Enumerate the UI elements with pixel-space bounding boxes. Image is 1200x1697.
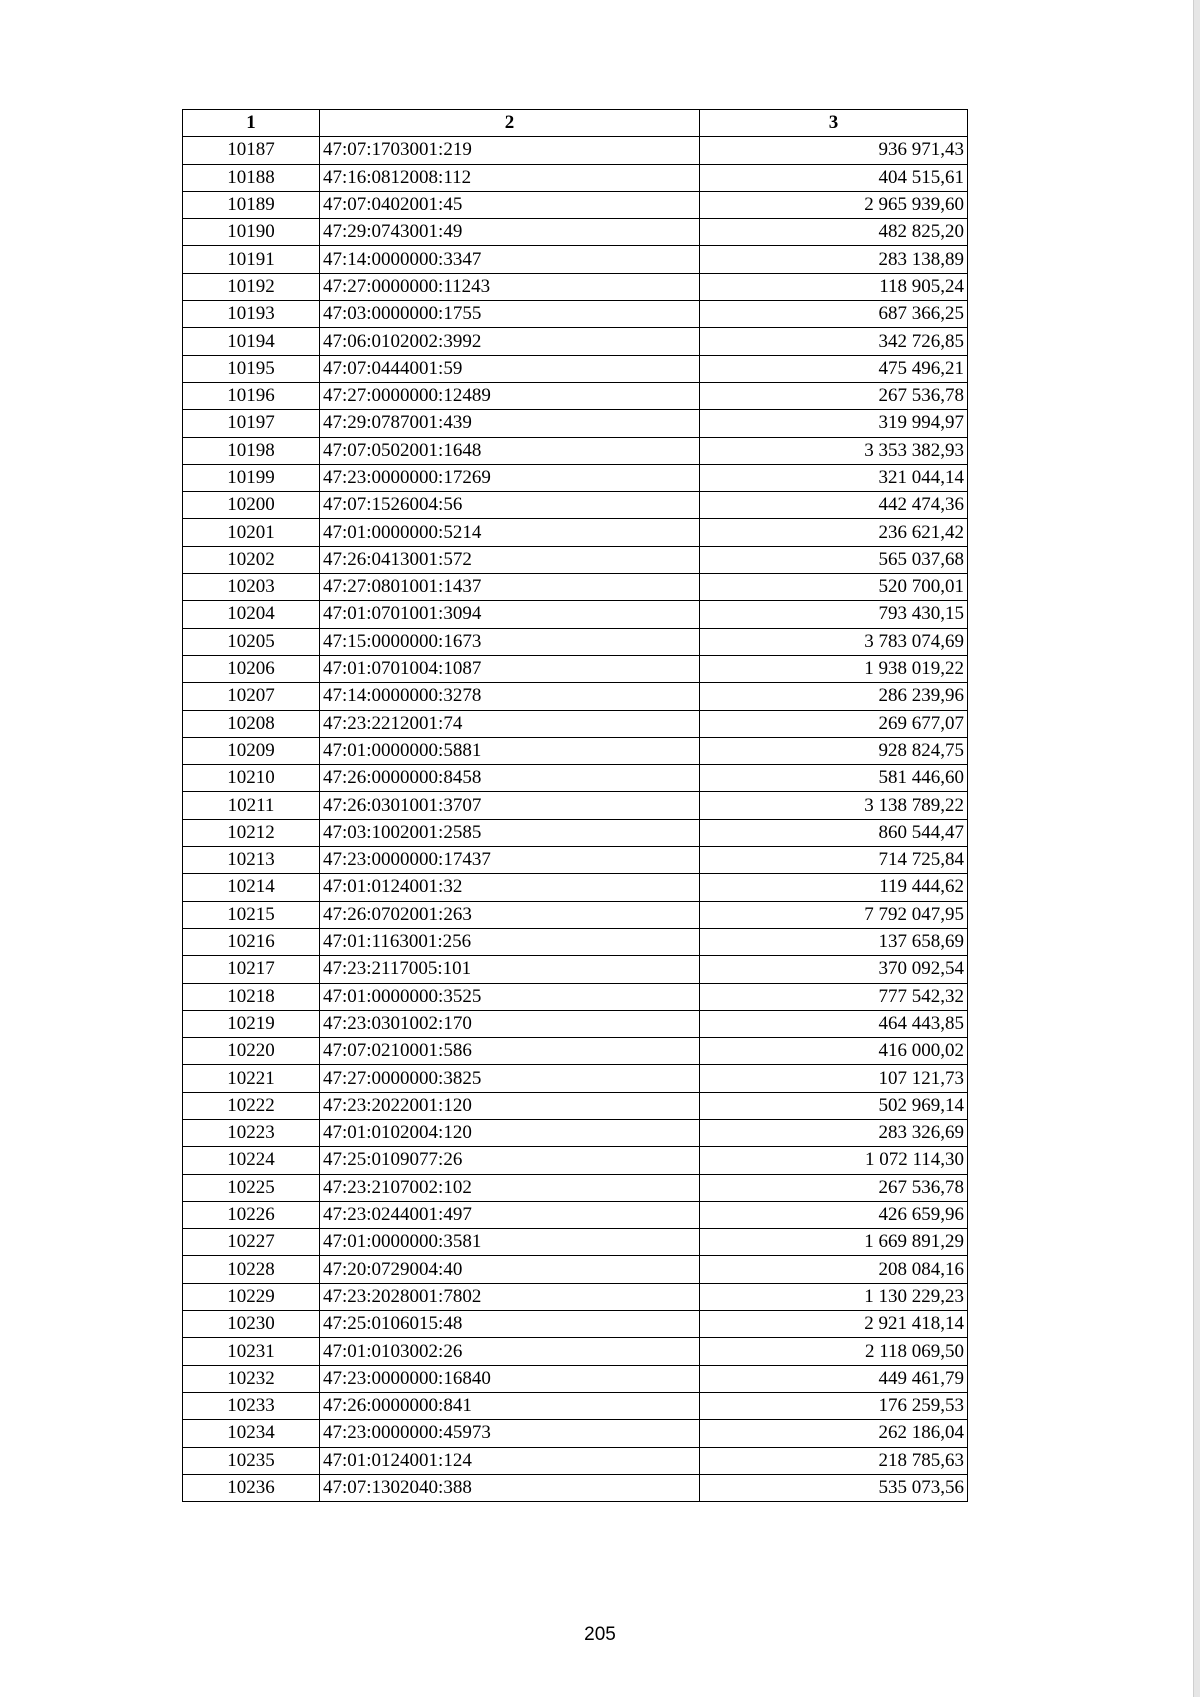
cadastral-number-cell: 47:23:2107002:102 <box>320 1174 700 1201</box>
cadastral-number-cell: 47:29:0743001:49 <box>320 219 700 246</box>
row-number-cell: 10202 <box>183 546 320 573</box>
value-cell: 3 353 382,93 <box>700 437 968 464</box>
table-row <box>183 546 968 573</box>
value-cell: 1 669 891,29 <box>700 1229 968 1256</box>
row-number-cell: 10220 <box>183 1038 320 1065</box>
cadastral-number-cell: 47:01:0000000:5881 <box>320 737 700 764</box>
value-cell: 119 444,62 <box>700 874 968 901</box>
row-number-cell: 10196 <box>183 382 320 409</box>
row-number-cell: 10218 <box>183 983 320 1010</box>
value-cell: 464 443,85 <box>700 1010 968 1037</box>
value-cell: 262 186,04 <box>700 1420 968 1447</box>
row-number-cell: 10226 <box>183 1201 320 1228</box>
row-number-cell: 10236 <box>183 1474 320 1501</box>
row-number-cell: 10214 <box>183 874 320 901</box>
row-number-cell: 10197 <box>183 410 320 437</box>
cadastral-number-cell: 47:15:0000000:1673 <box>320 628 700 655</box>
table-row <box>183 1365 968 1392</box>
cadastral-number-cell: 47:03:0000000:1755 <box>320 301 700 328</box>
value-cell: 449 461,79 <box>700 1365 968 1392</box>
value-cell: 426 659,96 <box>700 1201 968 1228</box>
value-cell: 502 969,14 <box>700 1092 968 1119</box>
table-row <box>183 1038 968 1065</box>
row-number-cell: 10211 <box>183 792 320 819</box>
table-row <box>183 410 968 437</box>
row-number-cell: 10212 <box>183 819 320 846</box>
row-number-cell: 10198 <box>183 437 320 464</box>
cadastral-number-cell: 47:07:1526004:56 <box>320 492 700 519</box>
cadastral-number-cell: 47:26:0702001:263 <box>320 901 700 928</box>
page-number: 205 <box>584 1624 616 1645</box>
cadastral-number-cell: 47:23:2022001:120 <box>320 1092 700 1119</box>
value-cell: 3 138 789,22 <box>700 792 968 819</box>
table-row <box>183 710 968 737</box>
value-cell: 208 084,16 <box>700 1256 968 1283</box>
cadastral-number-cell: 47:01:0701004:1087 <box>320 655 700 682</box>
row-number-cell: 10194 <box>183 328 320 355</box>
cadastral-number-cell: 47:14:0000000:3278 <box>320 683 700 710</box>
row-number-cell: 10204 <box>183 601 320 628</box>
value-cell: 118 905,24 <box>700 273 968 300</box>
cadastral-number-cell: 47:26:0301001:3707 <box>320 792 700 819</box>
table-row <box>183 601 968 628</box>
row-number-cell: 10187 <box>183 137 320 164</box>
table-row <box>183 1311 968 1338</box>
cadastral-number-cell: 47:14:0000000:3347 <box>320 246 700 273</box>
row-number-cell: 10210 <box>183 765 320 792</box>
table-row <box>183 137 968 164</box>
value-cell: 286 239,96 <box>700 683 968 710</box>
table-row <box>183 519 968 546</box>
row-number-cell: 10221 <box>183 1065 320 1092</box>
cadastral-number-cell: 47:25:0109077:26 <box>320 1147 700 1174</box>
cadastral-number-cell: 47:23:0301002:170 <box>320 1010 700 1037</box>
row-number-cell: 10195 <box>183 355 320 382</box>
table-row <box>183 683 968 710</box>
value-cell: 860 544,47 <box>700 819 968 846</box>
table-row <box>183 1092 968 1119</box>
cadastral-number-cell: 47:26:0000000:841 <box>320 1392 700 1419</box>
row-number-cell: 10224 <box>183 1147 320 1174</box>
table-row <box>183 928 968 955</box>
value-cell: 1 072 114,30 <box>700 1147 968 1174</box>
row-number-cell: 10188 <box>183 164 320 191</box>
value-cell: 267 536,78 <box>700 1174 968 1201</box>
data-table <box>182 109 968 1502</box>
row-number-cell: 10227 <box>183 1229 320 1256</box>
row-number-cell: 10219 <box>183 1010 320 1037</box>
cadastral-number-cell: 47:01:0000000:5214 <box>320 519 700 546</box>
table-row <box>183 246 968 273</box>
row-number-cell: 10192 <box>183 273 320 300</box>
header-cell-2: 2 <box>320 110 700 137</box>
value-cell: 218 785,63 <box>700 1447 968 1474</box>
table-row <box>183 1229 968 1256</box>
row-number-cell: 10189 <box>183 191 320 218</box>
cadastral-number-cell: 47:01:0102004:120 <box>320 1119 700 1146</box>
table-row <box>183 464 968 491</box>
value-cell: 1 938 019,22 <box>700 655 968 682</box>
value-cell: 416 000,02 <box>700 1038 968 1065</box>
table-row <box>183 382 968 409</box>
row-number-cell: 10234 <box>183 1420 320 1447</box>
table-header <box>183 110 968 137</box>
table-row <box>183 328 968 355</box>
cadastral-number-cell: 47:07:1302040:388 <box>320 1474 700 1501</box>
header-cell-1: 1 <box>183 110 320 137</box>
table-row <box>183 792 968 819</box>
row-number-cell: 10206 <box>183 655 320 682</box>
cadastral-number-cell: 47:23:0000000:45973 <box>320 1420 700 1447</box>
cadastral-number-cell: 47:27:0801001:1437 <box>320 574 700 601</box>
value-cell: 793 430,15 <box>700 601 968 628</box>
cadastral-number-cell: 47:23:2117005:101 <box>320 956 700 983</box>
row-number-cell: 10190 <box>183 219 320 246</box>
cadastral-number-cell: 47:03:1002001:2585 <box>320 819 700 846</box>
table-row <box>183 1392 968 1419</box>
table-row <box>183 628 968 655</box>
table-row <box>183 765 968 792</box>
cadastral-number-cell: 47:01:0103002:26 <box>320 1338 700 1365</box>
value-cell: 7 792 047,95 <box>700 901 968 928</box>
table-row <box>183 737 968 764</box>
cadastral-number-cell: 47:27:0000000:12489 <box>320 382 700 409</box>
row-number-cell: 10233 <box>183 1392 320 1419</box>
row-number-cell: 10225 <box>183 1174 320 1201</box>
row-number-cell: 10205 <box>183 628 320 655</box>
cadastral-number-cell: 47:23:2028001:7802 <box>320 1283 700 1310</box>
table-row <box>183 1474 968 1501</box>
row-number-cell: 10222 <box>183 1092 320 1119</box>
table-row <box>183 956 968 983</box>
table-body <box>183 137 968 1502</box>
cadastral-number-cell: 47:23:0000000:17437 <box>320 847 700 874</box>
table-row <box>183 1420 968 1447</box>
value-cell: 342 726,85 <box>700 328 968 355</box>
row-number-cell: 10232 <box>183 1365 320 1392</box>
table-row <box>183 191 968 218</box>
cadastral-number-cell: 47:23:0244001:497 <box>320 1201 700 1228</box>
table-row <box>183 874 968 901</box>
row-number-cell: 10200 <box>183 492 320 519</box>
value-cell: 442 474,36 <box>700 492 968 519</box>
value-cell: 777 542,32 <box>700 983 968 1010</box>
table-row <box>183 901 968 928</box>
row-number-cell: 10217 <box>183 956 320 983</box>
table-row <box>183 1065 968 1092</box>
cadastral-number-cell: 47:01:0000000:3581 <box>320 1229 700 1256</box>
table-row <box>183 1256 968 1283</box>
value-cell: 2 118 069,50 <box>700 1338 968 1365</box>
value-cell: 321 044,14 <box>700 464 968 491</box>
value-cell: 370 092,54 <box>700 956 968 983</box>
row-number-cell: 10191 <box>183 246 320 273</box>
value-cell: 1 130 229,23 <box>700 1283 968 1310</box>
row-number-cell: 10207 <box>183 683 320 710</box>
cadastral-number-cell: 47:07:0402001:45 <box>320 191 700 218</box>
table-row <box>183 355 968 382</box>
table-row <box>183 983 968 1010</box>
row-number-cell: 10213 <box>183 847 320 874</box>
page-edge <box>1193 0 1200 1697</box>
value-cell: 714 725,84 <box>700 847 968 874</box>
row-number-cell: 10209 <box>183 737 320 764</box>
row-number-cell: 10201 <box>183 519 320 546</box>
value-cell: 269 677,07 <box>700 710 968 737</box>
table-row <box>183 574 968 601</box>
value-cell: 482 825,20 <box>700 219 968 246</box>
value-cell: 236 621,42 <box>700 519 968 546</box>
row-number-cell: 10228 <box>183 1256 320 1283</box>
cadastral-number-cell: 47:26:0000000:8458 <box>320 765 700 792</box>
cadastral-number-cell: 47:23:2212001:74 <box>320 710 700 737</box>
cadastral-number-cell: 47:07:1703001:219 <box>320 137 700 164</box>
value-cell: 535 073,56 <box>700 1474 968 1501</box>
value-cell: 267 536,78 <box>700 382 968 409</box>
row-number-cell: 10216 <box>183 928 320 955</box>
table-row <box>183 437 968 464</box>
cadastral-number-cell: 47:06:0102002:3992 <box>320 328 700 355</box>
table-row <box>183 1174 968 1201</box>
cadastral-number-cell: 47:16:0812008:112 <box>320 164 700 191</box>
table-row <box>183 1447 968 1474</box>
row-number-cell: 10199 <box>183 464 320 491</box>
cadastral-number-cell: 47:07:0210001:586 <box>320 1038 700 1065</box>
table-row <box>183 219 968 246</box>
row-number-cell: 10203 <box>183 574 320 601</box>
cadastral-number-cell: 47:01:0124001:124 <box>320 1447 700 1474</box>
value-cell: 283 326,69 <box>700 1119 968 1146</box>
value-cell: 2 965 939,60 <box>700 191 968 218</box>
value-cell: 520 700,01 <box>700 574 968 601</box>
table-row <box>183 1119 968 1146</box>
row-number-cell: 10231 <box>183 1338 320 1365</box>
row-number-cell: 10230 <box>183 1311 320 1338</box>
value-cell: 936 971,43 <box>700 137 968 164</box>
row-number-cell: 10229 <box>183 1283 320 1310</box>
value-cell: 581 446,60 <box>700 765 968 792</box>
table-row <box>183 1147 968 1174</box>
table-row <box>183 655 968 682</box>
cadastral-number-cell: 47:23:0000000:17269 <box>320 464 700 491</box>
value-cell: 2 921 418,14 <box>700 1311 968 1338</box>
value-cell: 3 783 074,69 <box>700 628 968 655</box>
header-row <box>183 110 968 137</box>
cadastral-number-cell: 47:26:0413001:572 <box>320 546 700 573</box>
cadastral-number-cell: 47:27:0000000:11243 <box>320 273 700 300</box>
row-number-cell: 10235 <box>183 1447 320 1474</box>
value-cell: 176 259,53 <box>700 1392 968 1419</box>
value-cell: 404 515,61 <box>700 164 968 191</box>
row-number-cell: 10215 <box>183 901 320 928</box>
value-cell: 319 994,97 <box>700 410 968 437</box>
table-row <box>183 819 968 846</box>
table-row <box>183 1283 968 1310</box>
cadastral-number-cell: 47:01:0701001:3094 <box>320 601 700 628</box>
table-row <box>183 273 968 300</box>
value-cell: 565 037,68 <box>700 546 968 573</box>
value-cell: 107 121,73 <box>700 1065 968 1092</box>
row-number-cell: 10208 <box>183 710 320 737</box>
cadastral-number-cell: 47:01:1163001:256 <box>320 928 700 955</box>
cadastral-number-cell: 47:01:0000000:3525 <box>320 983 700 1010</box>
table-row <box>183 301 968 328</box>
value-cell: 137 658,69 <box>700 928 968 955</box>
cadastral-number-cell: 47:07:0444001:59 <box>320 355 700 382</box>
value-cell: 475 496,21 <box>700 355 968 382</box>
table-row <box>183 1338 968 1365</box>
value-cell: 687 366,25 <box>700 301 968 328</box>
table-row <box>183 492 968 519</box>
table-row <box>183 1201 968 1228</box>
row-number-cell: 10223 <box>183 1119 320 1146</box>
cadastral-number-cell: 47:01:0124001:32 <box>320 874 700 901</box>
row-number-cell: 10193 <box>183 301 320 328</box>
cadastral-number-cell: 47:07:0502001:1648 <box>320 437 700 464</box>
cadastral-number-cell: 47:27:0000000:3825 <box>320 1065 700 1092</box>
table-row <box>183 1010 968 1037</box>
header-cell-3: 3 <box>700 110 968 137</box>
value-cell: 928 824,75 <box>700 737 968 764</box>
table-row <box>183 847 968 874</box>
cadastral-number-cell: 47:29:0787001:439 <box>320 410 700 437</box>
table-row <box>183 164 968 191</box>
cadastral-number-cell: 47:25:0106015:48 <box>320 1311 700 1338</box>
cadastral-number-cell: 47:20:0729004:40 <box>320 1256 700 1283</box>
cadastral-number-cell: 47:23:0000000:16840 <box>320 1365 700 1392</box>
value-cell: 283 138,89 <box>700 246 968 273</box>
